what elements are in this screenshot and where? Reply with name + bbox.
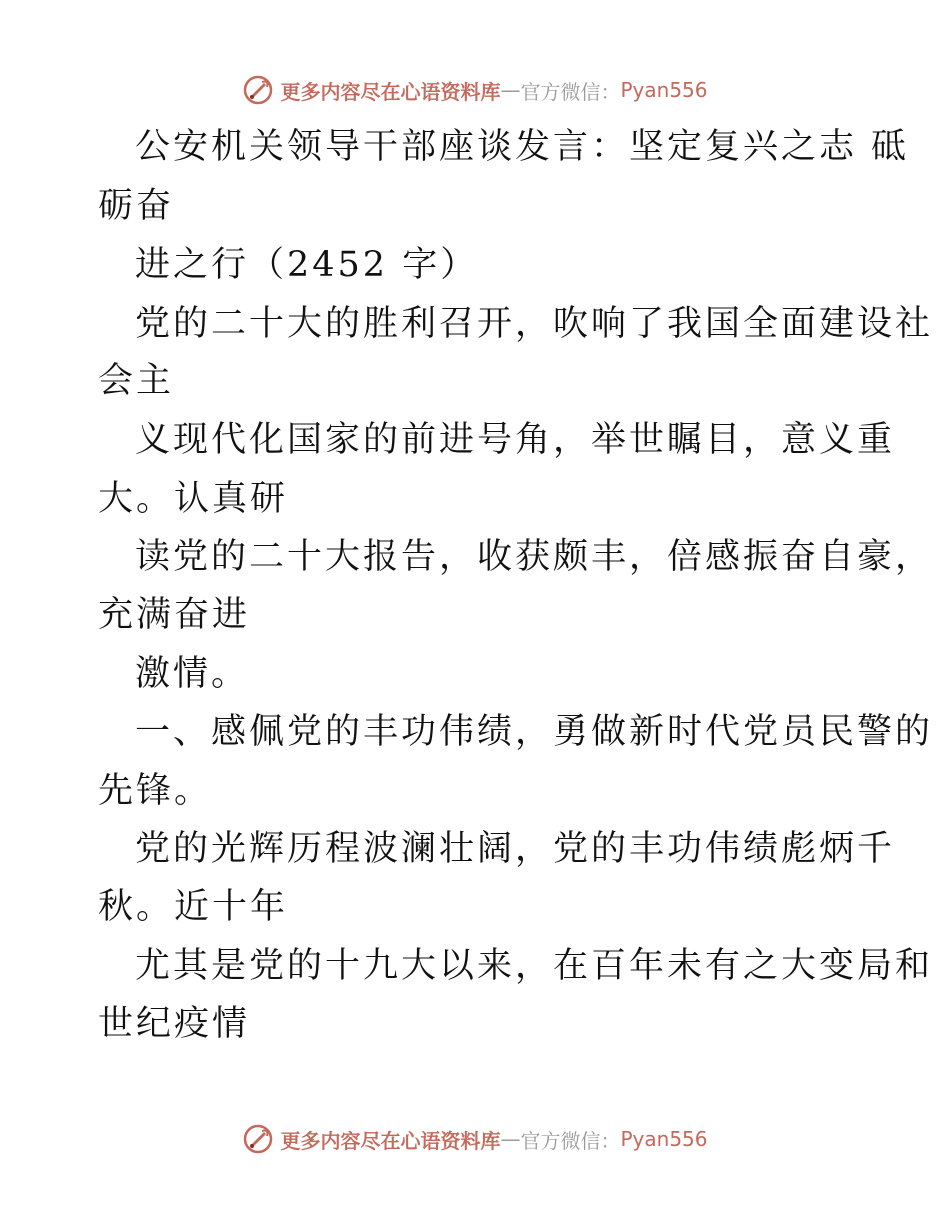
watermark-account: Pyan556	[620, 78, 708, 102]
watermark-main-text: 更多内容尽在心语资料库	[280, 79, 501, 104]
document-line: 党的光辉历程波澜壮阔，党的丰功伟绩彪炳千	[135, 829, 896, 869]
feather-pen-seal-icon	[242, 1123, 274, 1155]
watermark-main-text: 更多内容尽在心语资料库	[280, 1128, 501, 1153]
watermark-sub-text: 官方微信：	[520, 79, 621, 104]
document-line: 进之行（2452 字）	[135, 245, 479, 285]
document-line: 大。认真研	[98, 479, 289, 519]
watermark-dash: —	[500, 1127, 521, 1151]
document-line: 秋。近十年	[98, 887, 289, 927]
document-line: 世纪疫情	[98, 1004, 251, 1044]
watermark-dash: —	[500, 78, 521, 102]
document-line: 会主	[98, 361, 175, 401]
document-line: 尤其是党的十九大以来，在百年未有之大变局和	[135, 946, 934, 986]
watermark-sub-text: 官方微信：	[520, 1128, 621, 1153]
document-line: 义现代化国家的前进号角，举世瞩目，意义重	[135, 420, 896, 460]
watermark-account: Pyan556	[620, 1127, 708, 1151]
footer-watermark	[0, 1119, 950, 1159]
document-line: 充满奋进	[98, 595, 251, 635]
document-line: 先锋。	[98, 771, 213, 811]
document-line: 公安机关领导干部座谈发言：坚定复兴之志 砥	[135, 127, 910, 167]
document-line: 读党的二十大报告，收获颇丰，倍感振奋自豪，	[135, 537, 934, 577]
document-line: 砺奋	[98, 186, 175, 226]
document-line: 激情。	[135, 654, 250, 694]
document-line: 一、感佩党的丰功伟绩，勇做新时代党员民警的	[135, 712, 934, 752]
document-line: 党的二十大的胜利召开，吹响了我国全面建设社	[135, 304, 934, 344]
